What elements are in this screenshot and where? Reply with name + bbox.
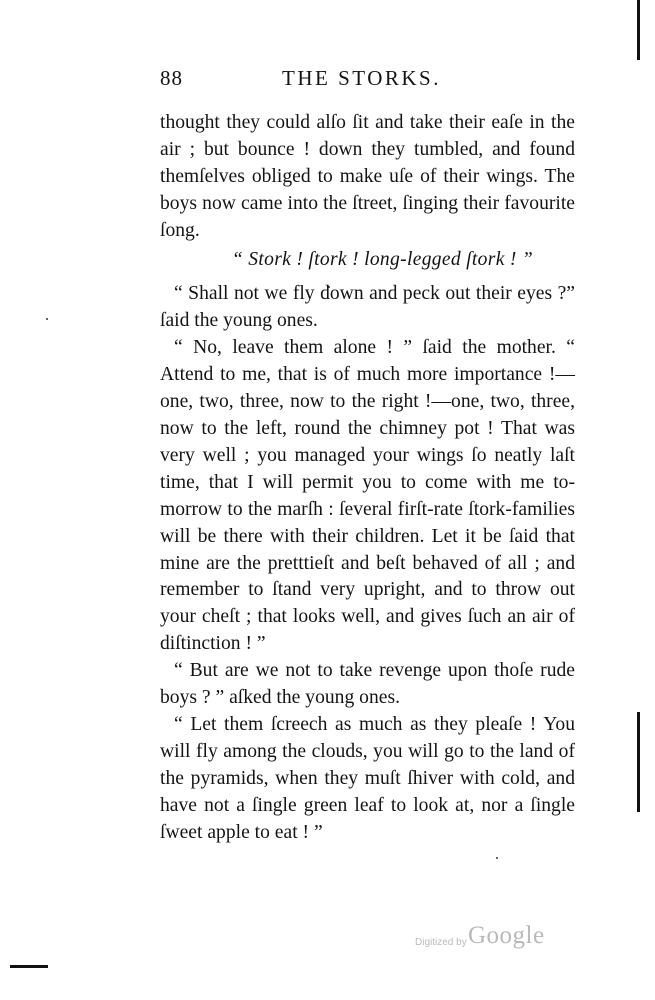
scan-speck xyxy=(46,318,48,320)
digitized-watermark xyxy=(415,922,575,956)
page-edge-line-middle xyxy=(637,712,640,812)
scan-speck xyxy=(496,857,498,859)
scan-mark-dash xyxy=(10,965,48,968)
page-edge-line-top xyxy=(637,0,640,60)
page-number: 88 xyxy=(160,66,183,90)
paragraph: “ Let them ſcreech as much as they pleaſe ! You will fly among the clouds, you will go to the land of the pyramids, when they muſt ſhiver with cold, and have not a ſingle green leaf to look at, nor a ſingle ſweet apple to eat ! ” xyxy=(160,713,575,843)
body-text xyxy=(160,110,575,846)
running-title: THE STORKS. xyxy=(282,66,441,90)
song-line: “ Stork ! ſtork ! long-legged ſtork ! ” xyxy=(231,248,534,270)
google-logo: Google xyxy=(468,922,545,949)
paragraph: “ But are we not to take revenge upon thoſe rude boys ? ” aſked the young ones. xyxy=(160,660,575,709)
digitized-by-label: Digitized by xyxy=(415,937,467,948)
paragraph-opening: thought they could alſo ſit and take their eaſe in the air ; but bounce ! down they tumbled, and found themſelves obliged to make uſe of their wings. The boys now came into the ſtreet, ſinging their favourite ſong. xyxy=(160,112,575,241)
paragraph: “ Shall not we fly down and peck out their eyes ?” ſaid the young ones. xyxy=(160,283,575,332)
page-header xyxy=(160,66,575,96)
paragraph: “ No, leave them alone ! ” ſaid the mother. “ Attend to me, that is of much more importance !—one, two, three, now to the right !—one, two, three, now to the left, round the chimney pot ! That was very well ; you managed your wings ſo neatly laſt time, that I will permit you to come with me to-morrow to the marſh : ſeveral firſt-rate ſtork-families will be there with their children. Let it be ſaid that mine are the pretttieſt and beſt behaved of all ; and remember to ſtand very upright, and to throw out your cheſt ; that looks well, and gives ſuch an air of diſtinction ! ” xyxy=(160,337,575,655)
